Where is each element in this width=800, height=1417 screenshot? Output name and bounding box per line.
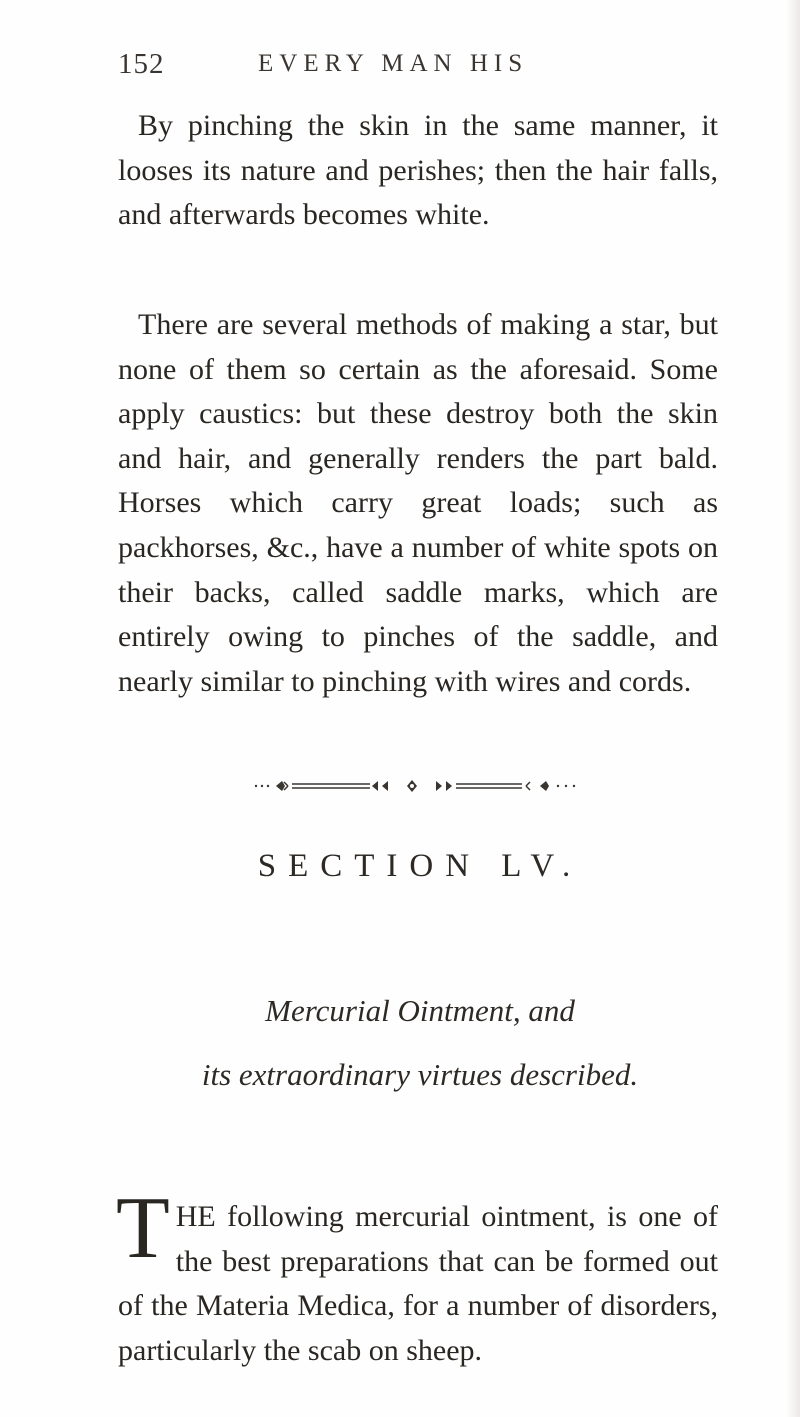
section-subtitle-line-1: Mercurial Ointment, and <box>265 993 575 1028</box>
running-head <box>118 48 678 88</box>
section-subtitle-line-2: its extraordinary virtues described. <box>201 1057 639 1092</box>
paragraph-2 <box>118 303 718 704</box>
section-ornament-divider <box>252 778 582 794</box>
paragraph-3 <box>116 1180 718 1373</box>
running-head-title: EVERY MAN HIS <box>258 50 529 77</box>
paragraph-1-text: By pinching the skin in the same manner, it looses its nature and perishes; then the hair falls, and afterwards becomes white. <box>118 109 718 232</box>
paragraph-2-text: There are several methods of making a star, but none of them so certain as the aforesaid. Some apply caustics: but these destroy both the skin and hair, and generally renders the part bald. Horses which carry great loads; such as packhorses, &c., have a number of white spots on their backs, called saddle marks, which are entirely owing to pinches of the saddle, and nearly similar to pinching with wires and cords. <box>118 308 718 698</box>
drop-cap: T <box>116 1180 170 1277</box>
paragraph-3-text: HE following mercurial ointment, is one of the best preparations that can be formed out of the Materia Medica, for a number of disorders, particularly the scab on sheep. <box>118 1200 718 1367</box>
page-edge-shadow <box>786 0 800 1417</box>
section-heading: SECTION LV. <box>257 848 583 884</box>
page-number: 152 <box>118 48 165 80</box>
paragraph-1 <box>118 104 718 238</box>
